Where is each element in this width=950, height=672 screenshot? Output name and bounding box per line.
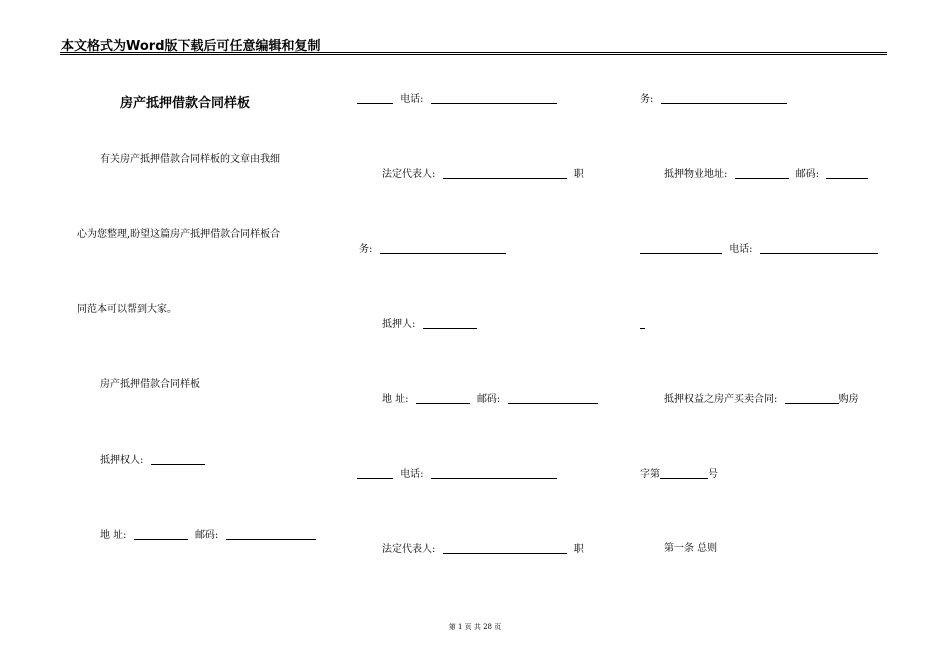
short-blank[interactable] <box>640 317 645 329</box>
phone-blank[interactable] <box>431 92 557 104</box>
blank[interactable] <box>640 242 722 254</box>
phone-label: 电话: <box>400 469 424 480</box>
position-label-a: 职 <box>573 544 584 555</box>
page-footer: 第 1 页 共 28 页 <box>448 623 502 631</box>
address-line-2 <box>382 392 598 407</box>
mortgagee-label: 抵押权人: <box>100 455 144 466</box>
property-address-line <box>664 167 868 182</box>
phone-line-3 <box>640 242 878 257</box>
contract-tail: 购房 <box>838 394 859 405</box>
zip-blank[interactable] <box>508 392 598 404</box>
blank[interactable] <box>357 92 393 104</box>
article-1-heading: 第一条 总则 <box>664 543 718 554</box>
contract-label: 抵押权益之房产买卖合同: <box>664 394 778 405</box>
contract-line <box>664 392 859 407</box>
mortgagor-label: 抵押人: <box>382 319 416 330</box>
mortgagee-blank[interactable] <box>151 453 205 465</box>
zip-label: 邮码: <box>194 530 219 541</box>
phone-line-2 <box>357 467 557 482</box>
address-line-1 <box>100 528 316 543</box>
contract-blank[interactable] <box>785 392 839 404</box>
mortgagee-line <box>100 453 205 468</box>
legal-rep-label: 法定代表人: <box>382 544 436 555</box>
legal-rep-line-1 <box>382 167 584 182</box>
address-label: 地 址: <box>100 530 127 541</box>
position-line-1 <box>359 242 506 257</box>
property-address-blank[interactable] <box>735 167 789 179</box>
zip-blank[interactable] <box>826 167 868 179</box>
address-label: 地 址: <box>382 394 409 405</box>
phone-line-1 <box>357 92 557 107</box>
phone-blank[interactable] <box>431 467 557 479</box>
address-blank[interactable] <box>134 528 188 540</box>
legal-rep-label: 法定代表人: <box>382 169 436 180</box>
subtitle: 房产抵押借款合同样板 <box>100 379 200 390</box>
legal-rep-blank[interactable] <box>443 167 567 179</box>
intro-line-2: 心为您整理,盼望这篇房产抵押借款合同样板合 <box>77 229 281 240</box>
header-rule <box>60 52 887 53</box>
document-header: 本文格式为Word版下载后可任意编辑和复制 <box>61 39 321 54</box>
phone-label: 电话: <box>729 244 753 255</box>
position-label-b: 务: <box>640 94 654 105</box>
property-address-label: 抵押物业地址: <box>664 169 728 180</box>
header-rule-double <box>60 54 887 55</box>
word-number-suffix: 号 <box>708 469 718 480</box>
word-number-blank[interactable] <box>660 467 708 479</box>
blank[interactable] <box>357 467 393 479</box>
position-label-b: 务: <box>359 244 373 255</box>
intro-line-3: 同范本可以帮到大家。 <box>77 304 177 315</box>
word-number-prefix: 字第 <box>640 469 660 480</box>
word-number-line <box>640 467 718 482</box>
zip-blank[interactable] <box>226 528 316 540</box>
position-line-3 <box>640 92 787 107</box>
document-title: 房产抵押借款合同样板 <box>120 96 251 111</box>
mortgagor-blank[interactable] <box>423 317 477 329</box>
address-blank[interactable] <box>416 392 470 404</box>
position-label-a: 职 <box>573 169 584 180</box>
zip-label: 邮码: <box>476 394 501 405</box>
zip-label: 邮码: <box>795 169 820 180</box>
intro-line-1: 有关房产抵押借款合同样板的文章由我细 <box>100 154 280 165</box>
legal-rep-blank[interactable] <box>443 542 567 554</box>
legal-rep-line-2 <box>382 542 584 557</box>
phone-label: 电话: <box>400 94 424 105</box>
phone-blank[interactable] <box>760 242 878 254</box>
mortgagor-line <box>382 317 477 332</box>
blank-line <box>640 317 645 332</box>
position-blank[interactable] <box>661 92 787 104</box>
position-blank[interactable] <box>380 242 506 254</box>
